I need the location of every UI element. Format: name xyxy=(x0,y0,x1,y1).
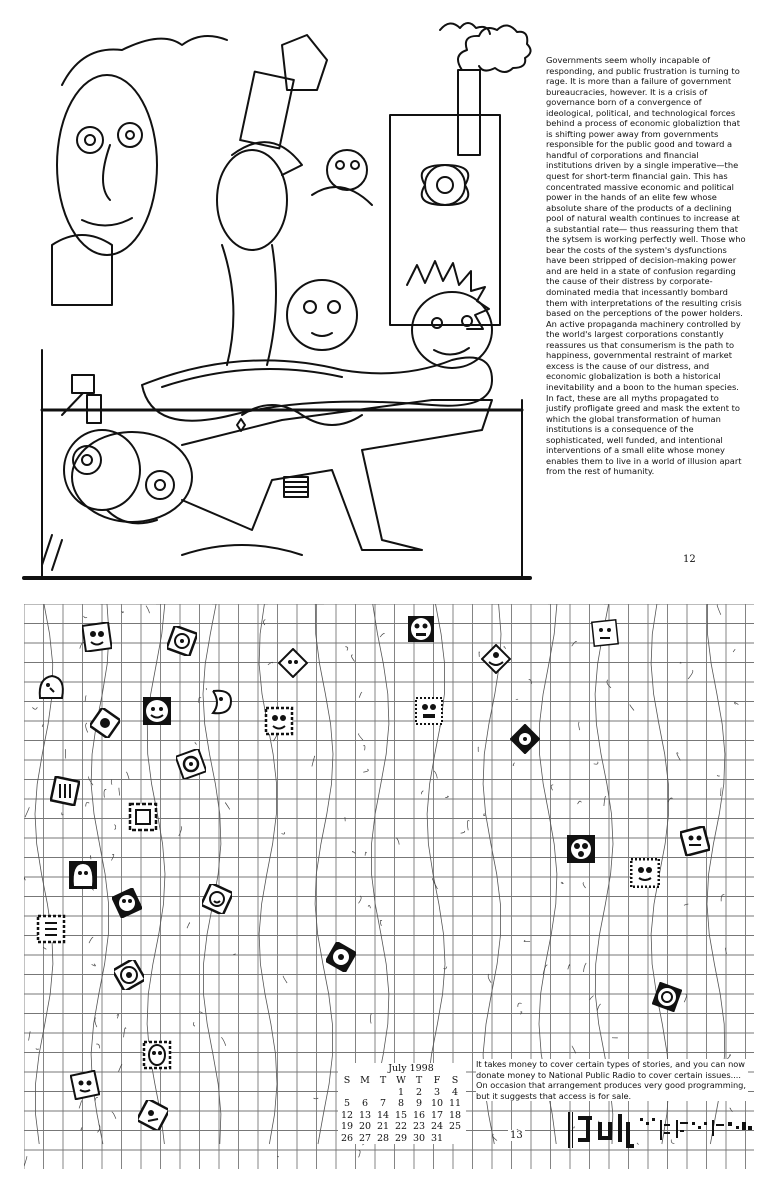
calendar-day: 24 xyxy=(430,1121,444,1132)
calendar-day: 3 xyxy=(433,1086,441,1098)
weekday-label: S xyxy=(451,1075,459,1086)
calendar-day: 11 xyxy=(448,1098,462,1109)
face-token-icon xyxy=(90,708,120,738)
face-token-icon xyxy=(112,888,142,918)
calendar-day: 30 xyxy=(412,1132,426,1144)
calendar-day: 10 xyxy=(430,1098,444,1109)
calendar-day: 22 xyxy=(394,1121,408,1132)
calendar-day: 21 xyxy=(376,1121,390,1132)
page-number: 12 xyxy=(683,554,696,565)
face-token-icon xyxy=(142,1040,172,1070)
weekday-label: F xyxy=(433,1075,441,1086)
calendar-july-1998 xyxy=(338,1063,466,1144)
calendar-day: 18 xyxy=(448,1109,462,1121)
weekday-label: W xyxy=(396,1075,406,1086)
face-token-icon xyxy=(264,706,294,736)
essay-text: Governments seem wholly incapable of responding, and public frustration is turning to rage. It is more than a failure of government bureaucracies, however. It is a crisis of governance born of a convergence of ideological, political, and technological forces behind a process of economic globaliztion that is shifting power away from governments responsible for the public good and toward a handful of corporations and financial institutions driven by a single imperative—the quest for short-term financial gain. This has concentrated massive economic and political power in the hands of an elite few whose absolute share of the products of a declining pool of natural wealth continues to increase at a substantial rate— thus reassuring them that the sytsem is working perfectly well. Those who bear the costs of the system's dysfunctions have been stripped of decision-making power and are held in a state of confusion regarding the cause of their distress by corporate-dominated media that incessantly bombard them with interpretations of the resulting crisis based on the perceptions of the power holders. An active propaganda machinery controlled by the world's largest corporations constantly reassures us that consumerism is the path to happiness, governmental restraint of market excess is the cause of our distress, and economic globalization is both a historical inevitability and a boon to the human species. In fact, these are all myths propagated to justify profligate greed and mask the extent to which the global transformation of human institutions is a consequence of the sophisticated, well funded, and intentional interventions of a small elite whose money enables them to live in a world of illusion apart from the rest of humanity. xyxy=(546,55,746,477)
face-token-icon xyxy=(68,860,98,890)
calendar-day: 5 xyxy=(343,1098,351,1109)
face-token-icon xyxy=(36,672,66,702)
weekday-label: T xyxy=(415,1075,423,1086)
calendar-day: 12 xyxy=(340,1109,354,1121)
calendar-day: 23 xyxy=(412,1121,426,1132)
face-token-icon xyxy=(114,960,144,990)
cartoon-illustration xyxy=(22,15,532,585)
face-token-icon xyxy=(202,884,232,914)
calendar-day: 16 xyxy=(412,1109,426,1121)
face-token-icon xyxy=(590,618,620,648)
caption-text: It takes money to cover certain types of stories, and you can now donate money to National Public Radio to cover certain issues.... On occasion that arrangement produces very good programming, but it suggests that access is for sale. xyxy=(476,1059,748,1101)
calendar-day: 2 xyxy=(415,1086,423,1098)
calendar-day: 15 xyxy=(394,1109,408,1121)
face-token-icon xyxy=(36,914,66,944)
face-token-icon xyxy=(50,776,80,806)
face-token-icon xyxy=(652,982,682,1012)
face-token-icon xyxy=(406,614,436,644)
calendar-day: 20 xyxy=(358,1121,372,1132)
face-token-icon xyxy=(142,696,172,726)
calendar-day: 7 xyxy=(379,1098,387,1109)
face-token-icon xyxy=(70,1070,100,1100)
face-token-icon xyxy=(481,644,511,674)
face-token-icon xyxy=(138,1100,168,1130)
calendar-day: 29 xyxy=(394,1132,408,1144)
calendar-day: 17 xyxy=(430,1109,444,1121)
calendar-day: 14 xyxy=(376,1109,390,1121)
calendar-day xyxy=(446,1133,464,1145)
calendar-day: 13 xyxy=(358,1109,372,1121)
calendar-day: 6 xyxy=(361,1098,369,1109)
calendar-day: 27 xyxy=(358,1132,372,1144)
face-token-icon xyxy=(167,626,197,656)
calendar-title: July 1998 xyxy=(388,1063,434,1074)
face-token-icon xyxy=(176,749,206,779)
face-token-icon xyxy=(82,622,112,652)
face-token-icon xyxy=(207,687,237,717)
weekday-label: S xyxy=(343,1075,351,1086)
calendar-day: 8 xyxy=(397,1098,405,1109)
face-token-icon xyxy=(326,942,356,972)
july-stamp-logo xyxy=(568,1108,754,1152)
weekday-label: M xyxy=(360,1075,370,1086)
calendar-grid xyxy=(338,1075,466,1144)
calendar-day: 28 xyxy=(376,1132,390,1144)
calendar-day: 9 xyxy=(415,1098,423,1109)
page-number: 13 xyxy=(510,1130,523,1141)
face-token-icon xyxy=(566,834,596,864)
face-token-icon xyxy=(630,858,660,888)
face-token-icon xyxy=(414,696,444,726)
face-token-icon xyxy=(128,802,158,832)
calendar-day: 31 xyxy=(430,1132,444,1144)
calendar-day: 19 xyxy=(340,1121,354,1132)
calendar-day: 25 xyxy=(448,1121,462,1132)
face-token-icon xyxy=(278,648,308,678)
weekday-label: T xyxy=(379,1075,387,1086)
calendar-day: 26 xyxy=(340,1132,354,1144)
calendar-day: 1 xyxy=(397,1086,405,1098)
calendar-day xyxy=(338,1087,356,1099)
calendar-day xyxy=(356,1087,374,1099)
calendar-day: 4 xyxy=(451,1086,459,1098)
face-token-icon xyxy=(510,724,540,754)
calendar-day xyxy=(374,1087,392,1099)
face-token-icon xyxy=(680,826,710,856)
